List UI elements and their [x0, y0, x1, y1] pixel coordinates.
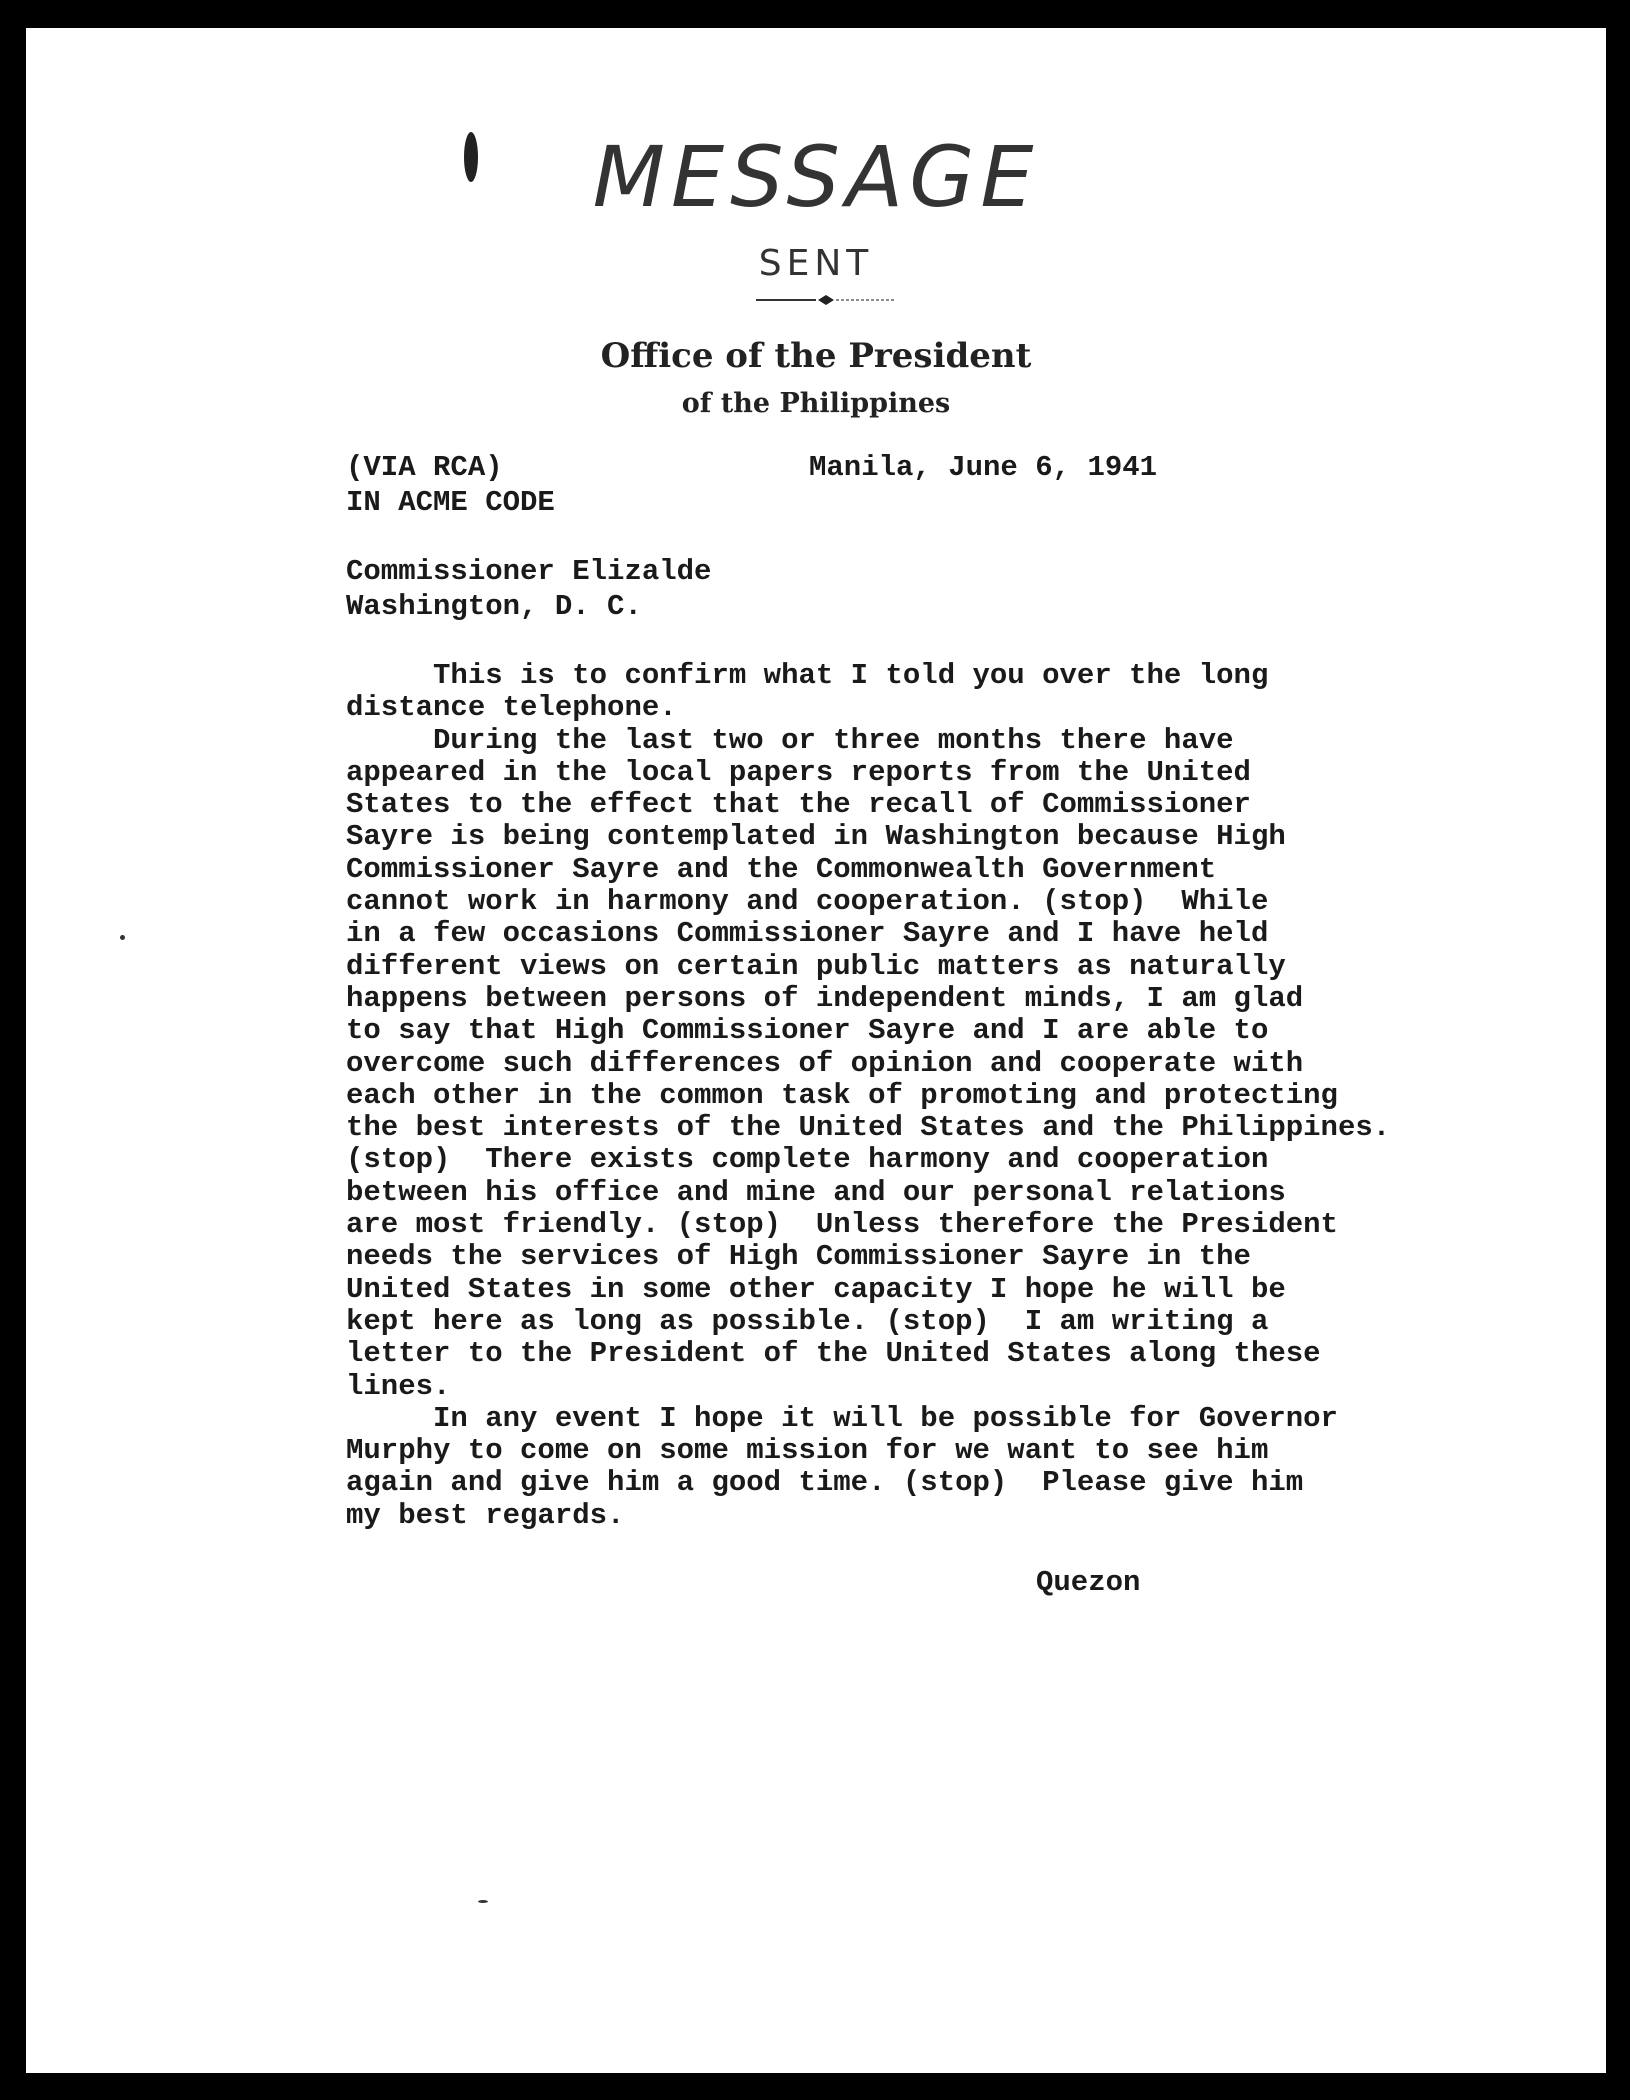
body-line: appeared in the local papers reports from the United — [346, 755, 1251, 789]
letterhead-title: MESSAGE — [592, 128, 1040, 226]
body-line: Sayre is being contemplated in Washington because High — [346, 820, 1286, 854]
paper-speck — [478, 1900, 488, 1903]
body-line: kept here as long as possible. (stop) I am writing a — [346, 1304, 1269, 1338]
body-line: In any event I hope it will be possible for Governor — [346, 1401, 1338, 1435]
body-line: This is to confirm what I told you over the long — [346, 659, 1269, 692]
body-line: again and give him a good time. (stop) Please give him — [346, 1466, 1304, 1500]
body-line: (stop) There exists complete harmony and cooperation — [346, 1143, 1269, 1177]
office-title: Office of the President — [600, 336, 1032, 376]
body-line: United States in some other capacity I hope he will be — [346, 1272, 1286, 1306]
addressee-location: Washington, D. C. — [346, 590, 642, 623]
addressee-name: Commissioner Elizalde — [346, 555, 712, 588]
body-line: distance telephone. — [346, 691, 677, 725]
body-line: between his office and mine and our personal relations — [346, 1175, 1286, 1209]
body-line: my best regards. — [346, 1498, 625, 1532]
body-line: needs the services of High Commissioner Sayre in the — [346, 1240, 1251, 1274]
body-line: Murphy to come on some mission for we want to see him — [346, 1434, 1269, 1468]
body-line: cannot work in harmony and cooperation. (stop) While — [346, 885, 1269, 919]
body-line: to say that High Commissioner Sayre and I are able to — [346, 1014, 1269, 1048]
body-line: each other in the common task of promoting and protecting — [346, 1078, 1338, 1112]
body-line: overcome such differences of opinion and cooperate with — [346, 1046, 1304, 1080]
message-body — [346, 660, 1390, 1532]
body-line: States to the effect that the recall of Commissioner — [346, 788, 1251, 822]
letterhead-subtitle: SENT — [758, 243, 874, 284]
body-line: lines. — [346, 1369, 451, 1403]
document-page — [26, 28, 1606, 2073]
body-line: in a few occasions Commissioner Sayre and I have held — [346, 917, 1269, 951]
signature: Quezon — [1036, 1566, 1141, 1599]
via-line: (VIA RCA) — [346, 451, 503, 484]
paper-speck — [120, 935, 125, 940]
body-line: letter to the President of the United States along these — [346, 1337, 1321, 1371]
body-line: are most friendly. (stop) Unless therefore the President — [346, 1208, 1338, 1242]
ornament-divider-icon — [756, 293, 896, 307]
body-line: the best interests of the United States and the Philippines. — [346, 1111, 1391, 1145]
body-line: During the last two or three months there have — [346, 723, 1234, 757]
date-line: Manila, June 6, 1941 — [809, 451, 1158, 484]
body-line: happens between persons of independent minds, I am glad — [346, 981, 1304, 1015]
office-subtitle: of the Philippines — [681, 388, 951, 419]
body-line: different views on certain public matters as naturally — [346, 949, 1286, 983]
body-line: Commissioner Sayre and the Commonwealth Government — [346, 852, 1217, 886]
code-line: IN ACME CODE — [346, 486, 555, 519]
